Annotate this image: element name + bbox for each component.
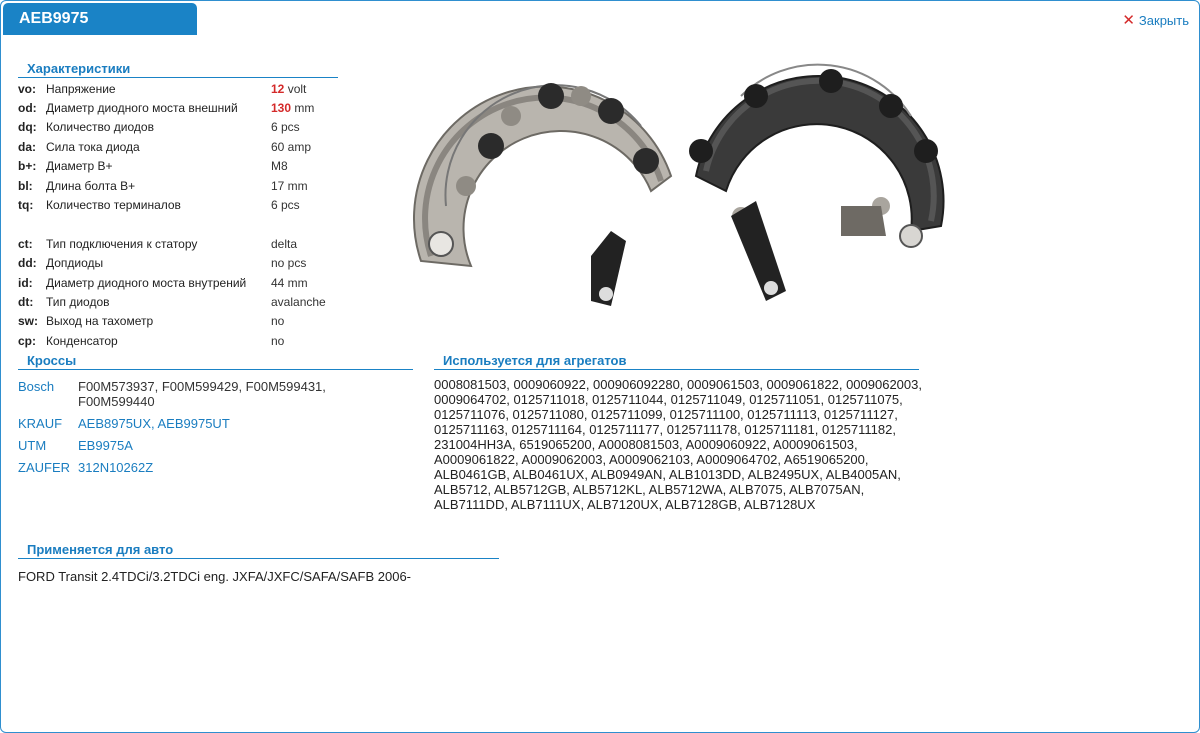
spec-code: id:: [18, 276, 33, 290]
cross-brand: Bosch: [18, 379, 55, 394]
cross-codes[interactable]: AEB8975UX, AEB9975UT: [78, 416, 230, 431]
left-rectifier-image: [414, 83, 671, 306]
cross-row: [18, 438, 368, 453]
spec-value: [271, 274, 308, 293]
product-image: [411, 56, 951, 326]
crosses-list: [18, 379, 368, 482]
spec-code: dq:: [18, 120, 37, 134]
cross-brand: KRAUF: [18, 416, 63, 431]
spec-code: da:: [18, 140, 36, 154]
spec-label: Выход на тахометр: [46, 314, 154, 328]
crosses-heading: Кроссы: [18, 352, 413, 370]
spec-value-number: no: [271, 314, 285, 328]
spec-label: Диаметр B+: [46, 159, 113, 173]
spec-value: [271, 196, 300, 215]
spec-code: od:: [18, 101, 37, 115]
spec-value-unit: volt: [287, 82, 307, 96]
spec-label: Допдиоды: [46, 256, 104, 270]
spec-label: Тип диодов: [46, 295, 110, 309]
spec-value-number: delta: [271, 237, 298, 251]
spec-label: Количество терминалов: [46, 198, 181, 212]
spec-value: [271, 157, 288, 176]
spec-code: cp:: [18, 334, 36, 348]
spec-code: dd:: [18, 256, 37, 270]
spec-value: [271, 312, 284, 331]
spec-value: [271, 118, 300, 137]
spec-code: dt:: [18, 295, 34, 309]
spec-label: Тип подключения к статору: [46, 237, 198, 251]
cross-codes: F00M573937, F00M599429, F00M599431, F00M599440: [78, 379, 326, 409]
cross-brand: UTM: [18, 438, 47, 453]
spec-label: Количество диодов: [46, 120, 154, 134]
units-heading: Используется для агрегатов: [434, 352, 919, 370]
spec-value-number: 60 amp: [271, 140, 312, 154]
spec-value: [271, 293, 326, 312]
spec-value: [271, 332, 284, 351]
spec-value-number: M8: [271, 159, 288, 173]
units-list: 0008081503, 0009060922, 000906092280, 0009061503, 0009061822, 0009062003, 0009064702, 0125711018, 0125711044, 0125711049, 0125711051, 0125711075, 0125711076, 0125711080, 0125711099, 0125711100, 0125711113, 0125711127, 0125711163, 0125711164, 0125711177, 0125711178, 0125711181, 0125711182, 231004HH3A, 6519065200, A0008081503, A0009060922, A0009061503, A0009061822, A0009062003, A0009062103, A0009064702, A6519065200, ALB0461GB, ALB0461UX, ALB0949AN, ALB1013DD, ALB2495UX, ALB4005AN, ALB5712, ALB5712GB, ALB5712KL, ALB5712WA, ALB7075, ALB7075AN, ALB7111DD, ALB7111UX, ALB7120UX, ALB7128GB, ALB7128UX: [434, 377, 922, 512]
spec-label: Диаметр диодного моста внутрений: [46, 276, 247, 290]
cross-row: [18, 379, 368, 409]
specs-heading: Характеристики: [18, 60, 338, 78]
spec-code: bl:: [18, 179, 33, 193]
spec-value-number: 17 mm: [271, 179, 308, 193]
spec-value-number: no: [271, 334, 285, 348]
product-title: AEB9975: [3, 3, 197, 35]
cars-heading: Применяется для авто: [18, 541, 499, 559]
cross-codes[interactable]: EB9975A: [78, 438, 133, 453]
right-rectifier-image: [689, 65, 944, 301]
spec-value-number: 130: [271, 101, 292, 115]
spec-label: Напряжение: [46, 82, 116, 96]
spec-value-number: avalanche: [271, 295, 326, 309]
spec-value-number: 44 mm: [271, 276, 308, 290]
cross-row: [18, 416, 368, 431]
cross-codes[interactable]: 312N10262Z: [78, 460, 154, 475]
spec-value: [271, 235, 297, 254]
spec-value-number: 12: [271, 82, 285, 96]
close-icon: ✕: [1122, 12, 1135, 29]
spec-value: [271, 177, 308, 196]
spec-code: vo:: [18, 82, 36, 96]
spec-label: Диаметр диодного моста внешний: [46, 101, 238, 115]
spec-code: b+:: [18, 159, 37, 173]
cars-list: FORD Transit 2.4TDCi/3.2TDCi eng. JXFA/JXFC/SAFA/SAFB 2006-: [18, 569, 412, 584]
cross-brand: ZAUFER: [18, 460, 70, 475]
spec-value: [271, 80, 306, 99]
spec-value: [271, 99, 314, 118]
spec-value: [271, 138, 311, 157]
spec-value-unit: mm: [294, 101, 315, 115]
spec-label: Сила тока диода: [46, 140, 140, 154]
close-label: Закрыть: [1138, 13, 1189, 28]
spec-value: [271, 254, 306, 273]
spec-code: tq:: [18, 198, 34, 212]
spec-value-number: 6 pcs: [271, 120, 300, 134]
close-button[interactable]: [1122, 13, 1189, 28]
spec-code: sw:: [18, 314, 39, 328]
cross-row: [18, 460, 368, 475]
spec-value-number: no pcs: [271, 256, 307, 270]
spec-label: Конденсатор: [46, 334, 118, 348]
spec-code: ct:: [18, 237, 33, 251]
spec-label: Длина болта B+: [46, 179, 136, 193]
spec-value-number: 6 pcs: [271, 198, 300, 212]
